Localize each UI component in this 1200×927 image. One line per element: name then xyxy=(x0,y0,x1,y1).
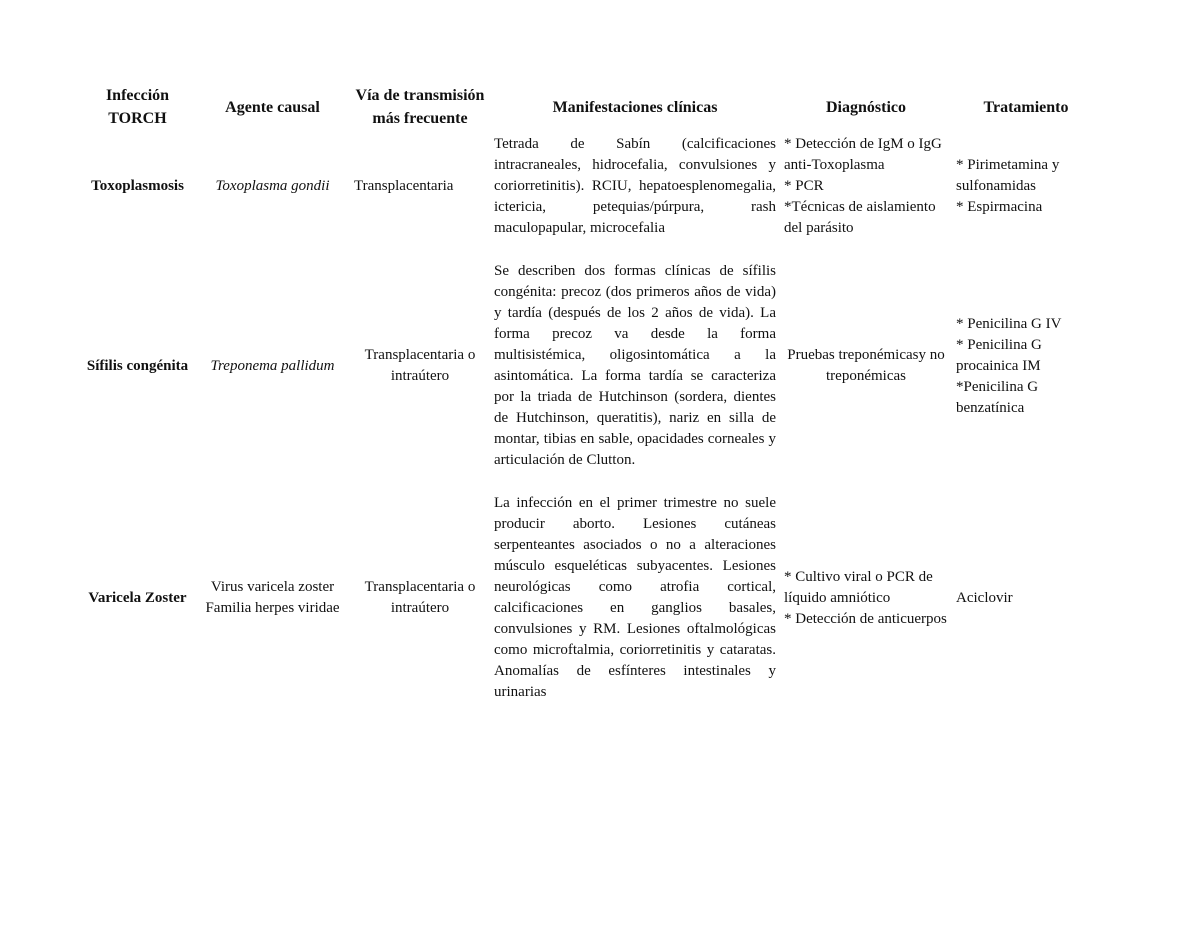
header-treatment: Tratamiento xyxy=(983,98,1069,116)
table-row-sifilis xyxy=(80,261,1100,493)
treatment-cell xyxy=(952,134,1100,261)
treatment-item: * Penicilina G IV xyxy=(956,315,1062,332)
transmission-route: Transplacentaria o intraútero xyxy=(364,579,476,616)
diagnosis-item: * Cultivo viral o PCR de líquido amniótico xyxy=(784,568,933,606)
table-row-toxoplasmosis xyxy=(80,134,1100,261)
diagnosis-item: * Detección de anticuerpos xyxy=(784,610,947,627)
diagnosis-cell xyxy=(780,261,952,493)
transmission-route: Transplacentaria xyxy=(354,178,454,194)
treatment-cell xyxy=(952,261,1100,493)
causal-agent: Treponema pallidum xyxy=(210,357,335,374)
clinical-manifestations: La infección en el primer trimestre no suele producir aborto. Lesiones cutáneas serpenteantes asociados o no a alteraciones músculo esqueléticas subyacentes. Lesiones neurológicas como atrofia cortical, calcificaciones en ganglios basales, convulsiones y RM. Lesiones oftalmológicas como microftalmia, coriorretinitis y cataratas. Anomalías de esfínteres intestinales y urinarias xyxy=(494,495,776,700)
transmission-route: Transplacentaria o intraútero xyxy=(364,347,476,384)
header-infection: Infección TORCH xyxy=(105,87,170,127)
treatment-cell xyxy=(952,493,1100,725)
diagnosis-item: *Técnicas de aislamiento del parásito xyxy=(784,199,936,236)
causal-agent: Toxoplasma gondii xyxy=(215,178,330,194)
clinical-manifestations: Se describen dos formas clínicas de sífilis congénita: precoz (dos primeros años de vida) y tardía (después de los 2 años de vida). La forma precoz va desde la forma multisistémica, oligosintomática a la asintomática. La forma tardía se caracteriza por la triada de Hutchinson (sordera, dientes de Hutchinson, queratitis), nariz en silla de montar, tibias en sable, opacidades corneales y articulación de Clutton. xyxy=(494,263,776,468)
header-row xyxy=(80,84,1100,134)
infection-name: Toxoplasmosis xyxy=(91,178,184,194)
treatment-item: * Penicilina G procainica IM xyxy=(956,336,1042,374)
header-route: Vía de transmisión más frecuente xyxy=(355,87,485,127)
header-clinical: Manifestaciones clínicas xyxy=(552,98,718,116)
header-agent: Agente causal xyxy=(225,98,320,116)
clinical-manifestations: Tetrada de Sabín (calcificaciones intracraneales, hidrocefalia, convulsiones y coriorretinitis). RCIU, hepatoesplenomegalia, ictericia, petequias/púrpura, rash maculopapular, microcefalia xyxy=(494,136,776,236)
treatment-item: * Pirimetamina y sulfonamidas xyxy=(956,157,1060,194)
torch-table xyxy=(80,84,1100,725)
infection-name: Sífilis congénita xyxy=(86,357,189,374)
header-diagnosis: Diagnóstico xyxy=(826,98,906,116)
treatment-item: Aciclovir xyxy=(956,589,1013,606)
causal-agent: Virus varicela zoster Familia herpes viridae xyxy=(205,579,340,616)
diagnosis-cell xyxy=(780,493,952,725)
diagnosis-item: Pruebas treponémicasy no treponémicas xyxy=(787,347,945,384)
table-row-varicela xyxy=(80,493,1100,725)
treatment-item: *Penicilina G benzatínica xyxy=(956,378,1039,416)
diagnosis-cell xyxy=(780,134,952,261)
treatment-item: * Espirmacina xyxy=(956,199,1043,215)
diagnosis-item: * Detección de IgM o IgG anti-Toxoplasma xyxy=(784,136,942,173)
infection-name: Varicela Zoster xyxy=(88,589,187,606)
diagnosis-item: * PCR xyxy=(784,178,824,194)
